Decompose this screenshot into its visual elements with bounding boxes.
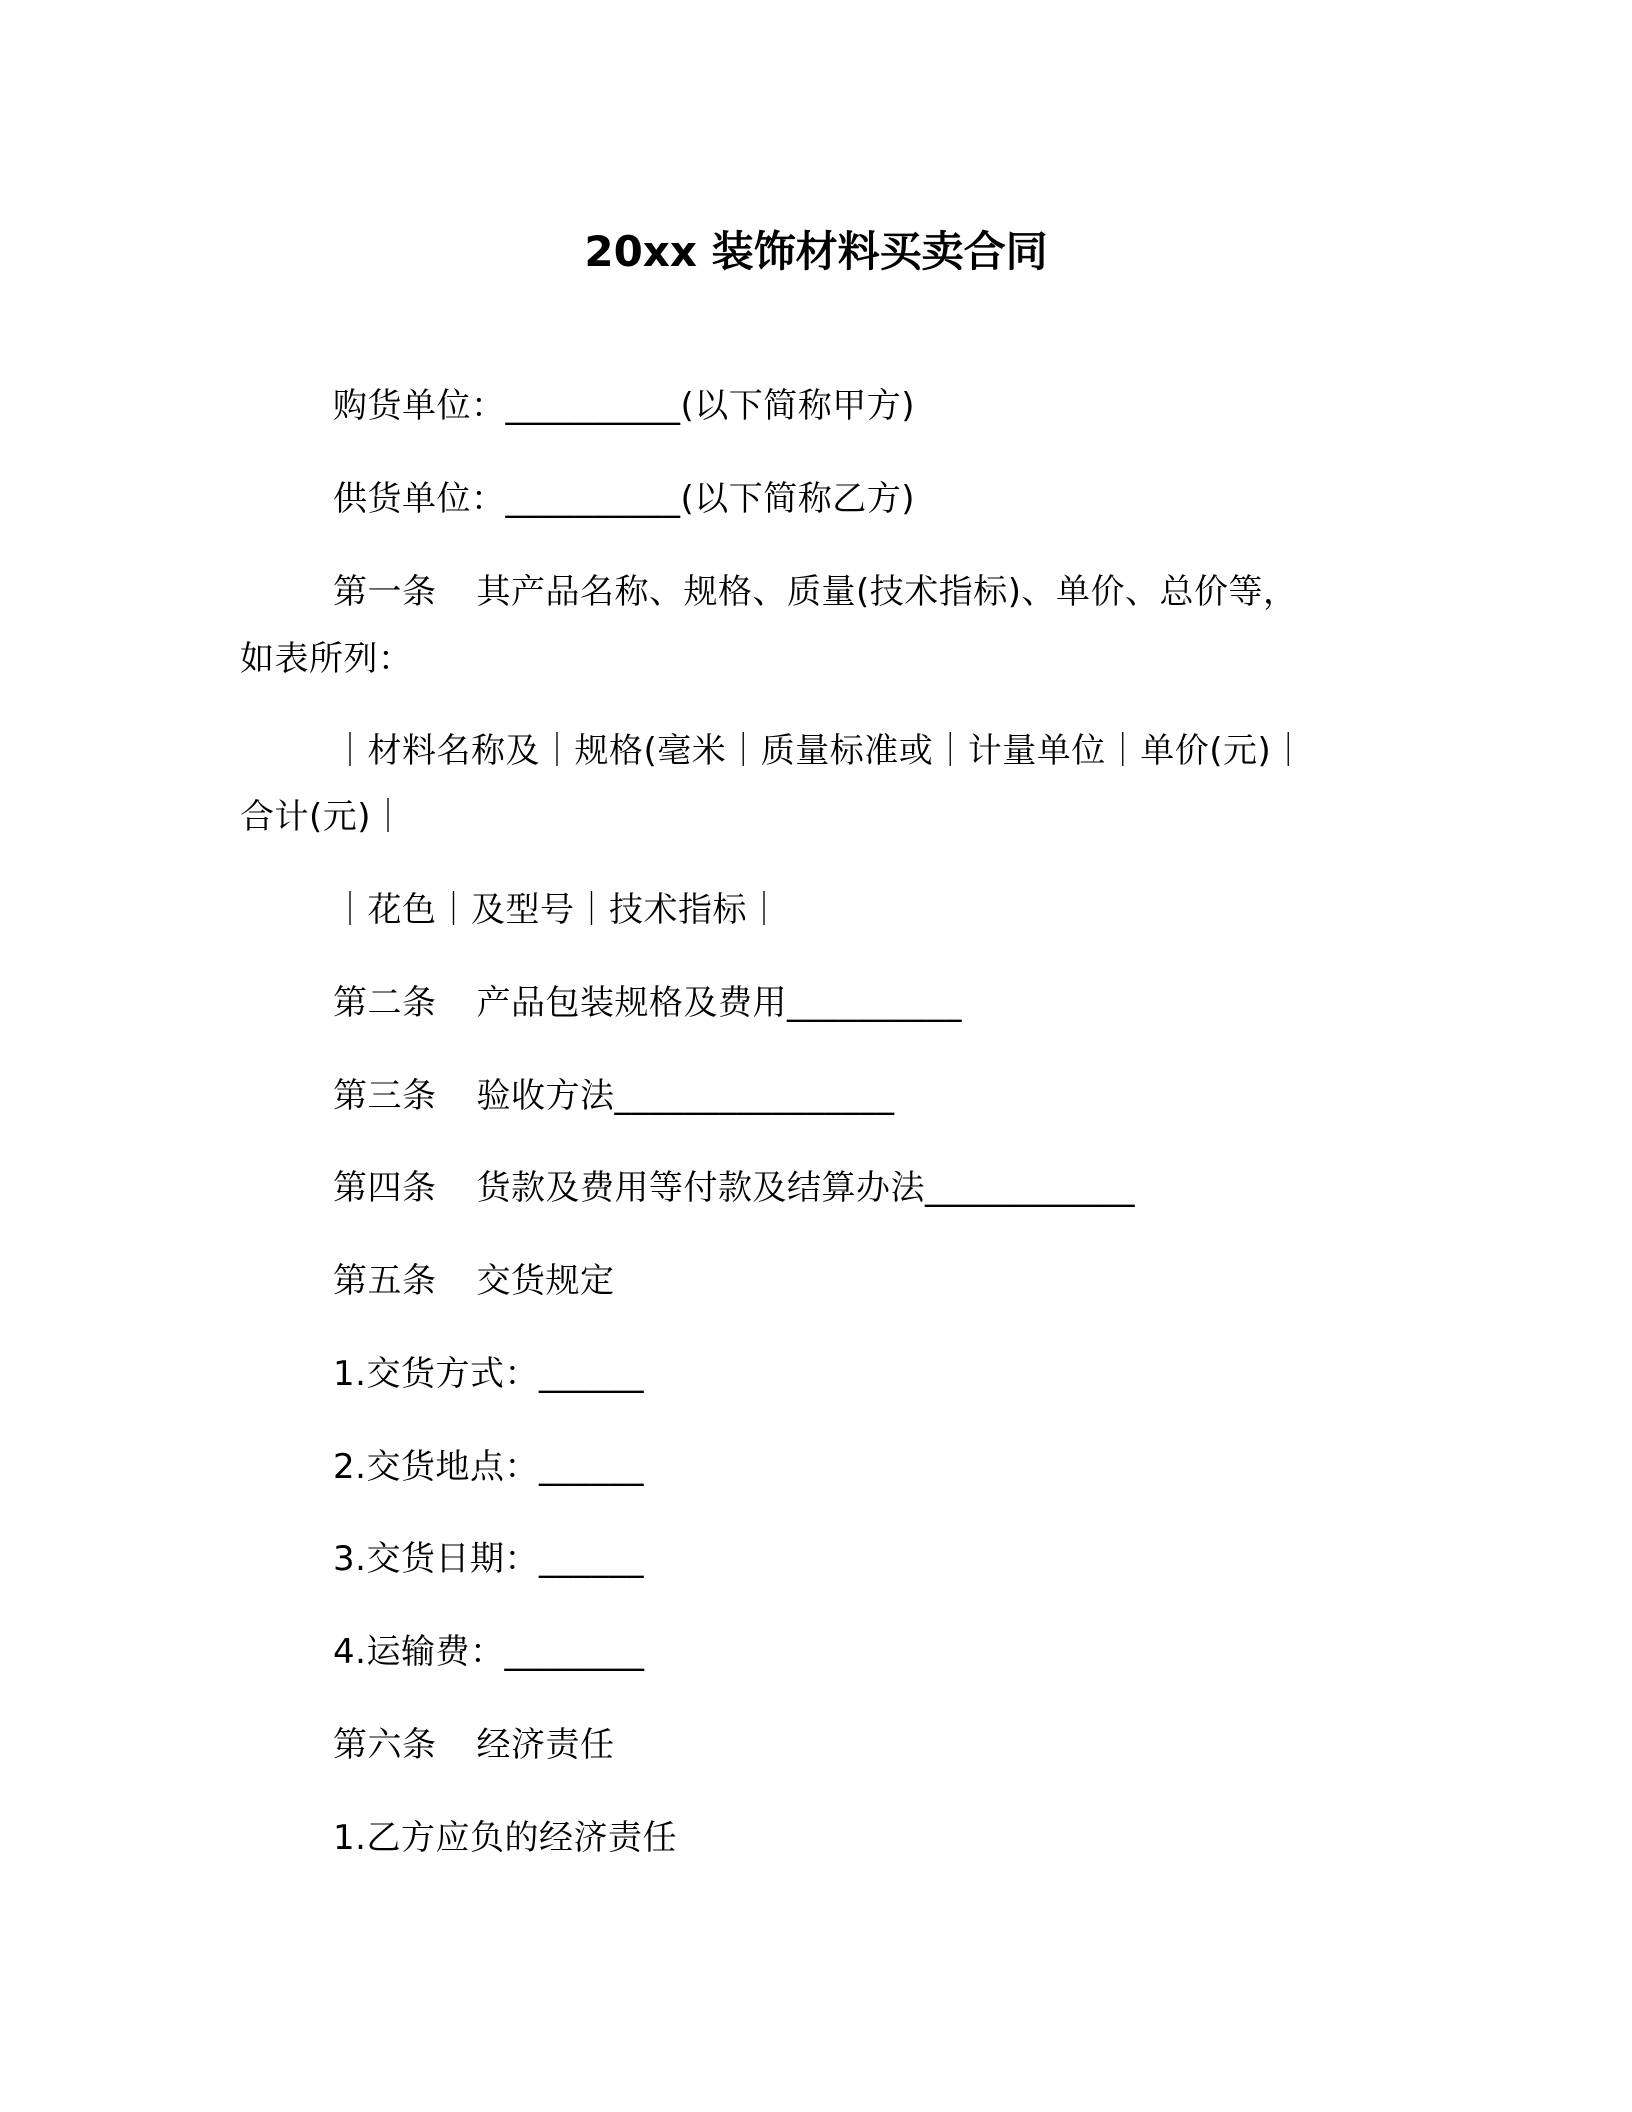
article-3-label: 第三条 — [333, 1076, 437, 1116]
article-2-text: 产品包装规格及费用__________ — [476, 983, 962, 1023]
delivery-location-line: 2.交货地点：______ — [333, 1447, 644, 1487]
article-1-line — [333, 568, 1298, 616]
article-1-continuation: 如表所列： — [240, 639, 413, 679]
table-header-row-2: ｜花色｜及型号｜技术指标｜ — [333, 890, 782, 930]
article-5-label: 第五条 — [333, 1261, 437, 1301]
article-2-line — [333, 979, 962, 1027]
article-3-text: 验收方法________________ — [476, 1076, 895, 1116]
supplier-line: 供货单位：__________(以下简称乙方) — [333, 479, 916, 519]
article-3-line — [333, 1072, 895, 1120]
buyer-line: 购货单位：__________(以下简称甲方) — [333, 386, 916, 426]
article-5-text: 交货规定 — [476, 1261, 615, 1301]
supplier-liability-line: 1.乙方应负的经济责任 — [333, 1818, 677, 1858]
article-6-line — [333, 1721, 615, 1769]
article-5-line — [333, 1257, 615, 1305]
article-1-text: 其产品名称、规格、质量(技术指标)、单价、总价等， — [476, 572, 1298, 612]
article-1-label: 第一条 — [333, 572, 437, 612]
shipping-fee-line: 4.运输费：________ — [333, 1632, 645, 1672]
delivery-method-line: 1.交货方式：______ — [333, 1354, 644, 1394]
article-4-line — [333, 1164, 1135, 1212]
delivery-date-line: 3.交货日期：______ — [333, 1539, 644, 1579]
table-header-row-1: ｜材料名称及｜规格(毫米｜质量标准或｜计量单位｜单价(元)｜ — [333, 731, 1306, 771]
article-4-label: 第四条 — [333, 1168, 437, 1208]
article-4-text: 货款及费用等付款及结算办法____________ — [476, 1168, 1135, 1208]
document-title: 20xx 装饰材料买卖合同 — [584, 227, 1048, 276]
article-6-text: 经济责任 — [476, 1725, 615, 1765]
article-2-label: 第二条 — [333, 983, 437, 1023]
article-6-label: 第六条 — [333, 1725, 437, 1765]
table-header-row-1-continuation: 合计(元)｜ — [240, 797, 406, 837]
